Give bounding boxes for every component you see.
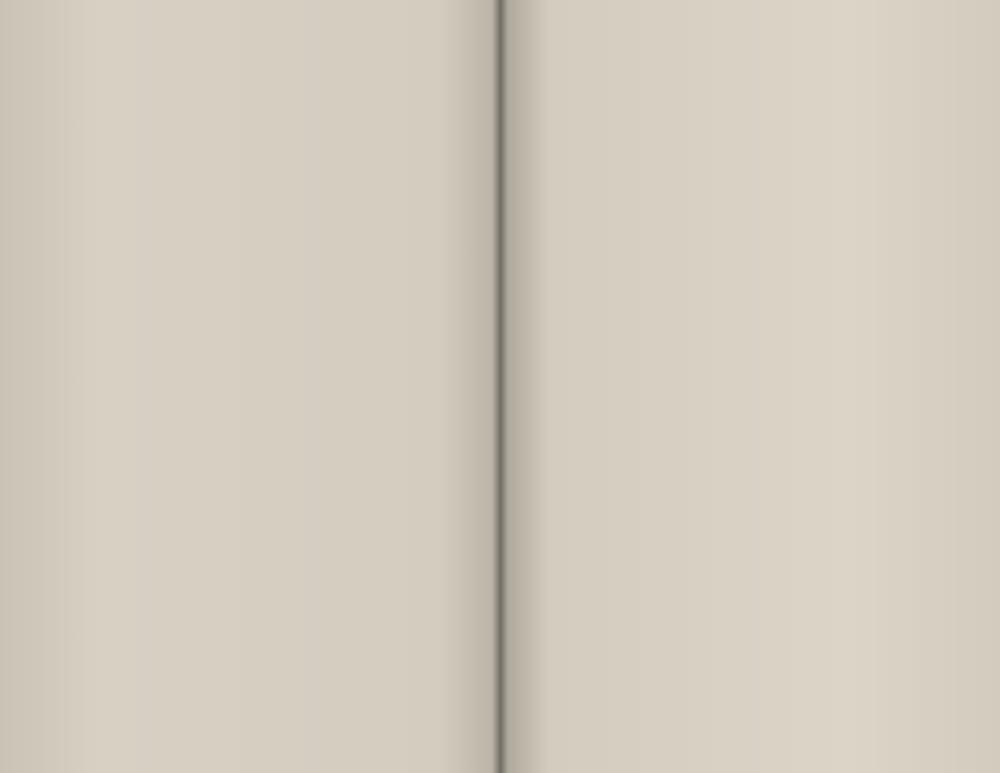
right-page xyxy=(500,0,1000,773)
